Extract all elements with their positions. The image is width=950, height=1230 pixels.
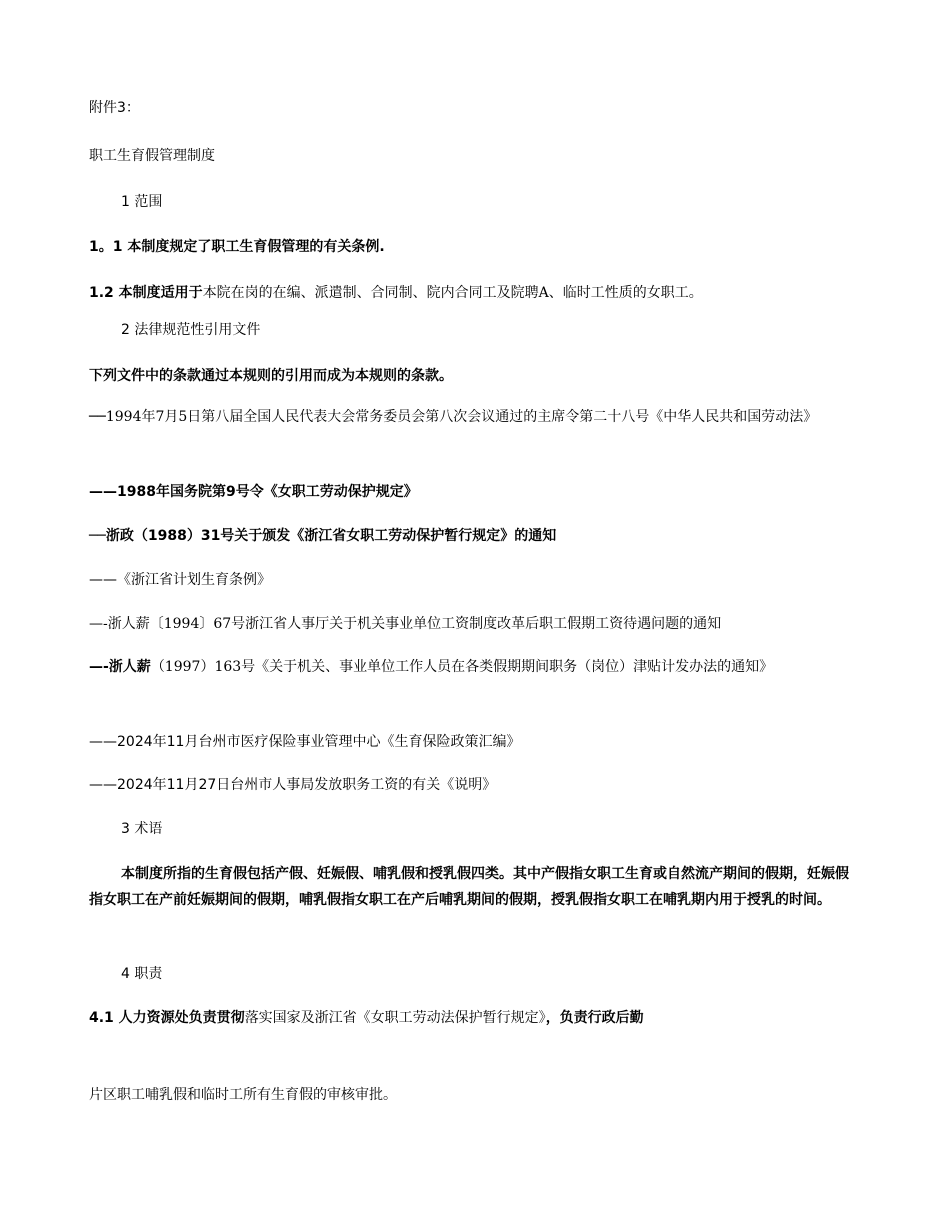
clause-4-1-tail: ，负责行政后勤 (545, 1010, 644, 1026)
attachment-label: 附件3： (89, 100, 140, 116)
section-3-heading: 3 术语 (121, 821, 163, 837)
reference-labour-law: ──1994年7月5日第八届全国人民代表大会常务委员会第八次会议通过的主席令第二十八号《中华人民共和国劳动法》 (89, 409, 818, 425)
reference-allowance-lead: —-浙人薪 (89, 659, 151, 675)
clause-4-1 (89, 1008, 860, 1028)
reference-zhejiang-notice: ──浙政（1988）31号关于颁发《浙江省女职工劳动保护暂行规定》的通知 (89, 528, 557, 544)
clause-1-1: 1。1 本制度规定了职工生育假管理的有关条例. (89, 239, 385, 255)
document-title: 职工生育假管理制度 (89, 148, 215, 164)
reference-insurance-compilation: ——2024年11月台州市医疗保险事业管理中心《生育保险政策汇编》 (89, 734, 521, 750)
reference-salary-explanation: ——2024年11月27日台州市人事局发放职务工资的有关《说明》 (89, 777, 497, 793)
terms-paragraph: 本制度所指的生育假包括产假、妊娠假、哺乳假和授乳假四类。其中产假指女职工生育或自然流产期间的假期，妊娠假指女职工在产前妊娠期间的假期，哺乳假指女职工在产后哺乳期间的假期，授乳假指女职工在哺乳期内用于授乳的时间。 (89, 866, 849, 908)
clause-4-1-continuation: 片区职工哺乳假和临时工所有生育假的审核审批。 (89, 1087, 397, 1103)
section-1-heading: 1 范围 (121, 194, 163, 210)
references-intro: 下列文件中的条款通过本规则的引用而成为本规则的条款。 (89, 368, 453, 384)
clause-1-2 (89, 283, 860, 303)
section-4-heading: 4 职责 (121, 966, 163, 982)
clause-4-1-lead: 4.1 人力资源处负责贯彻 (89, 1010, 245, 1026)
clause-4-1-body: 落实国家及浙江省《女职工劳动法保护暂行规定》 (244, 1010, 546, 1026)
reference-allowance-body: （1997）163号《关于机关、事业单位工作人员在各类假期期间职务（岗位）津贴计发办法的通知》 (150, 659, 774, 675)
clause-1-2-body: 本院在岗的在编、派遣制、合同制、院内合同工及院聘A、临时工性质的女职工。 (202, 285, 703, 301)
reference-allowance-notice (89, 654, 860, 680)
reference-family-planning: ——《浙江省计划生育条例》 (89, 572, 271, 588)
section-2-heading: 2 法律规范性引用文件 (121, 322, 261, 338)
clause-1-2-lead: 1.2 本制度适用于 (89, 285, 203, 301)
reference-state-council-order: ——1988年国务院第9号令《女职工劳动保护规定》 (89, 484, 418, 500)
reference-salary-notice: —-浙人薪〔1994〕67号浙江省人事厅关于机关事业单位工资制度改革后职工假期工资待遇问题的通知 (89, 616, 722, 632)
